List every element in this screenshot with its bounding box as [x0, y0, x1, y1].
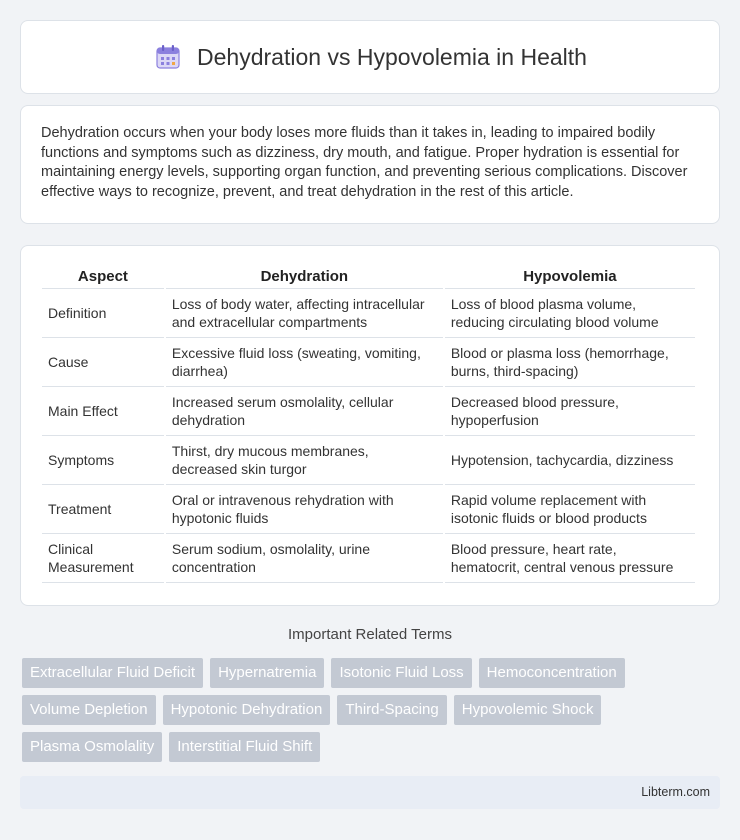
footer	[20, 776, 720, 809]
cell-aspect: Main Effect	[42, 386, 164, 435]
cell-hypovolemia: Hypotension, tachycardia, dizziness	[445, 435, 695, 484]
cell-dehydration: Serum sodium, osmolality, urine concentration	[166, 533, 443, 583]
cell-aspect: Definition	[42, 288, 164, 337]
related-term-tag[interactable]: Hypernatremia	[210, 658, 324, 688]
table-row	[42, 386, 695, 435]
related-term-tag[interactable]: Hypotonic Dehydration	[163, 695, 331, 725]
related-term-tag[interactable]: Hypovolemic Shock	[454, 695, 602, 725]
related-term-tag[interactable]: Interstitial Fluid Shift	[169, 732, 320, 762]
related-term-tag[interactable]: Isotonic Fluid Loss	[331, 658, 471, 688]
table-row	[42, 484, 695, 533]
cell-aspect: Cause	[42, 337, 164, 386]
table-row	[42, 288, 695, 337]
related-term-tag[interactable]: Plasma Osmolality	[22, 732, 162, 762]
cell-dehydration: Oral or intravenous rehydration with hypotonic fluids	[166, 484, 443, 533]
table-row	[42, 435, 695, 484]
related-term-tag[interactable]: Hemoconcentration	[479, 658, 625, 688]
header-dehydration: Dehydration	[260, 267, 349, 285]
cell-dehydration: Thirst, dry mucous membranes, decreased skin turgor	[166, 435, 443, 484]
cell-dehydration: Loss of body water, affecting intracellular and extracellular compartments	[166, 288, 443, 337]
header-hypovolemia: Hypovolemia	[523, 267, 617, 285]
header-aspect: Aspect	[77, 267, 128, 285]
footer-site-link[interactable]: Libterm.com	[641, 785, 710, 799]
page-title: Dehydration vs Hypovolemia in Health	[197, 43, 587, 70]
cell-hypovolemia: Blood pressure, heart rate, hematocrit, central venous pressure	[445, 533, 695, 583]
cell-aspect: Treatment	[42, 484, 164, 533]
table-row	[42, 533, 695, 583]
cell-hypovolemia: Blood or plasma loss (hemorrhage, burns, third-spacing)	[445, 337, 695, 386]
related-term-tag[interactable]: Extracellular Fluid Deficit	[22, 658, 203, 688]
cell-hypovolemia: Rapid volume replacement with isotonic fluids or blood products	[445, 484, 695, 533]
cell-aspect: Symptoms	[42, 435, 164, 484]
table-row	[42, 337, 695, 386]
header-card	[20, 20, 720, 94]
cell-dehydration: Increased serum osmolality, cellular dehydration	[166, 386, 443, 435]
calendar-icon	[153, 42, 183, 72]
cell-hypovolemia: Decreased blood pressure, hypoperfusion	[445, 386, 695, 435]
related-terms-list	[22, 658, 722, 762]
comparison-table	[40, 264, 697, 583]
cell-aspect: Clinical Measurement	[42, 533, 164, 583]
comparison-table-card	[20, 245, 720, 606]
intro-card	[20, 105, 720, 224]
related-term-tag[interactable]: Volume Depletion	[22, 695, 156, 725]
intro-paragraph: Dehydration occurs when your body loses more fluids than it takes in, leading to impaired bodily functions and symptoms such as dizziness, dry mouth, and fatigue. Proper hydration is essential for maintaining energy levels, supporting organ function, and preventing serious complications. Discover effective ways to recognize, prevent, and treat dehydration in the rest of this article.	[41, 125, 688, 200]
table-header-row	[42, 264, 695, 288]
cell-hypovolemia: Loss of blood plasma volume, reducing circulating blood volume	[445, 288, 695, 337]
cell-dehydration: Excessive fluid loss (sweating, vomiting, diarrhea)	[166, 337, 443, 386]
related-term-tag[interactable]: Third-Spacing	[337, 695, 446, 725]
related-terms-heading: Important Related Terms	[288, 626, 452, 643]
title-wrap	[153, 42, 587, 72]
